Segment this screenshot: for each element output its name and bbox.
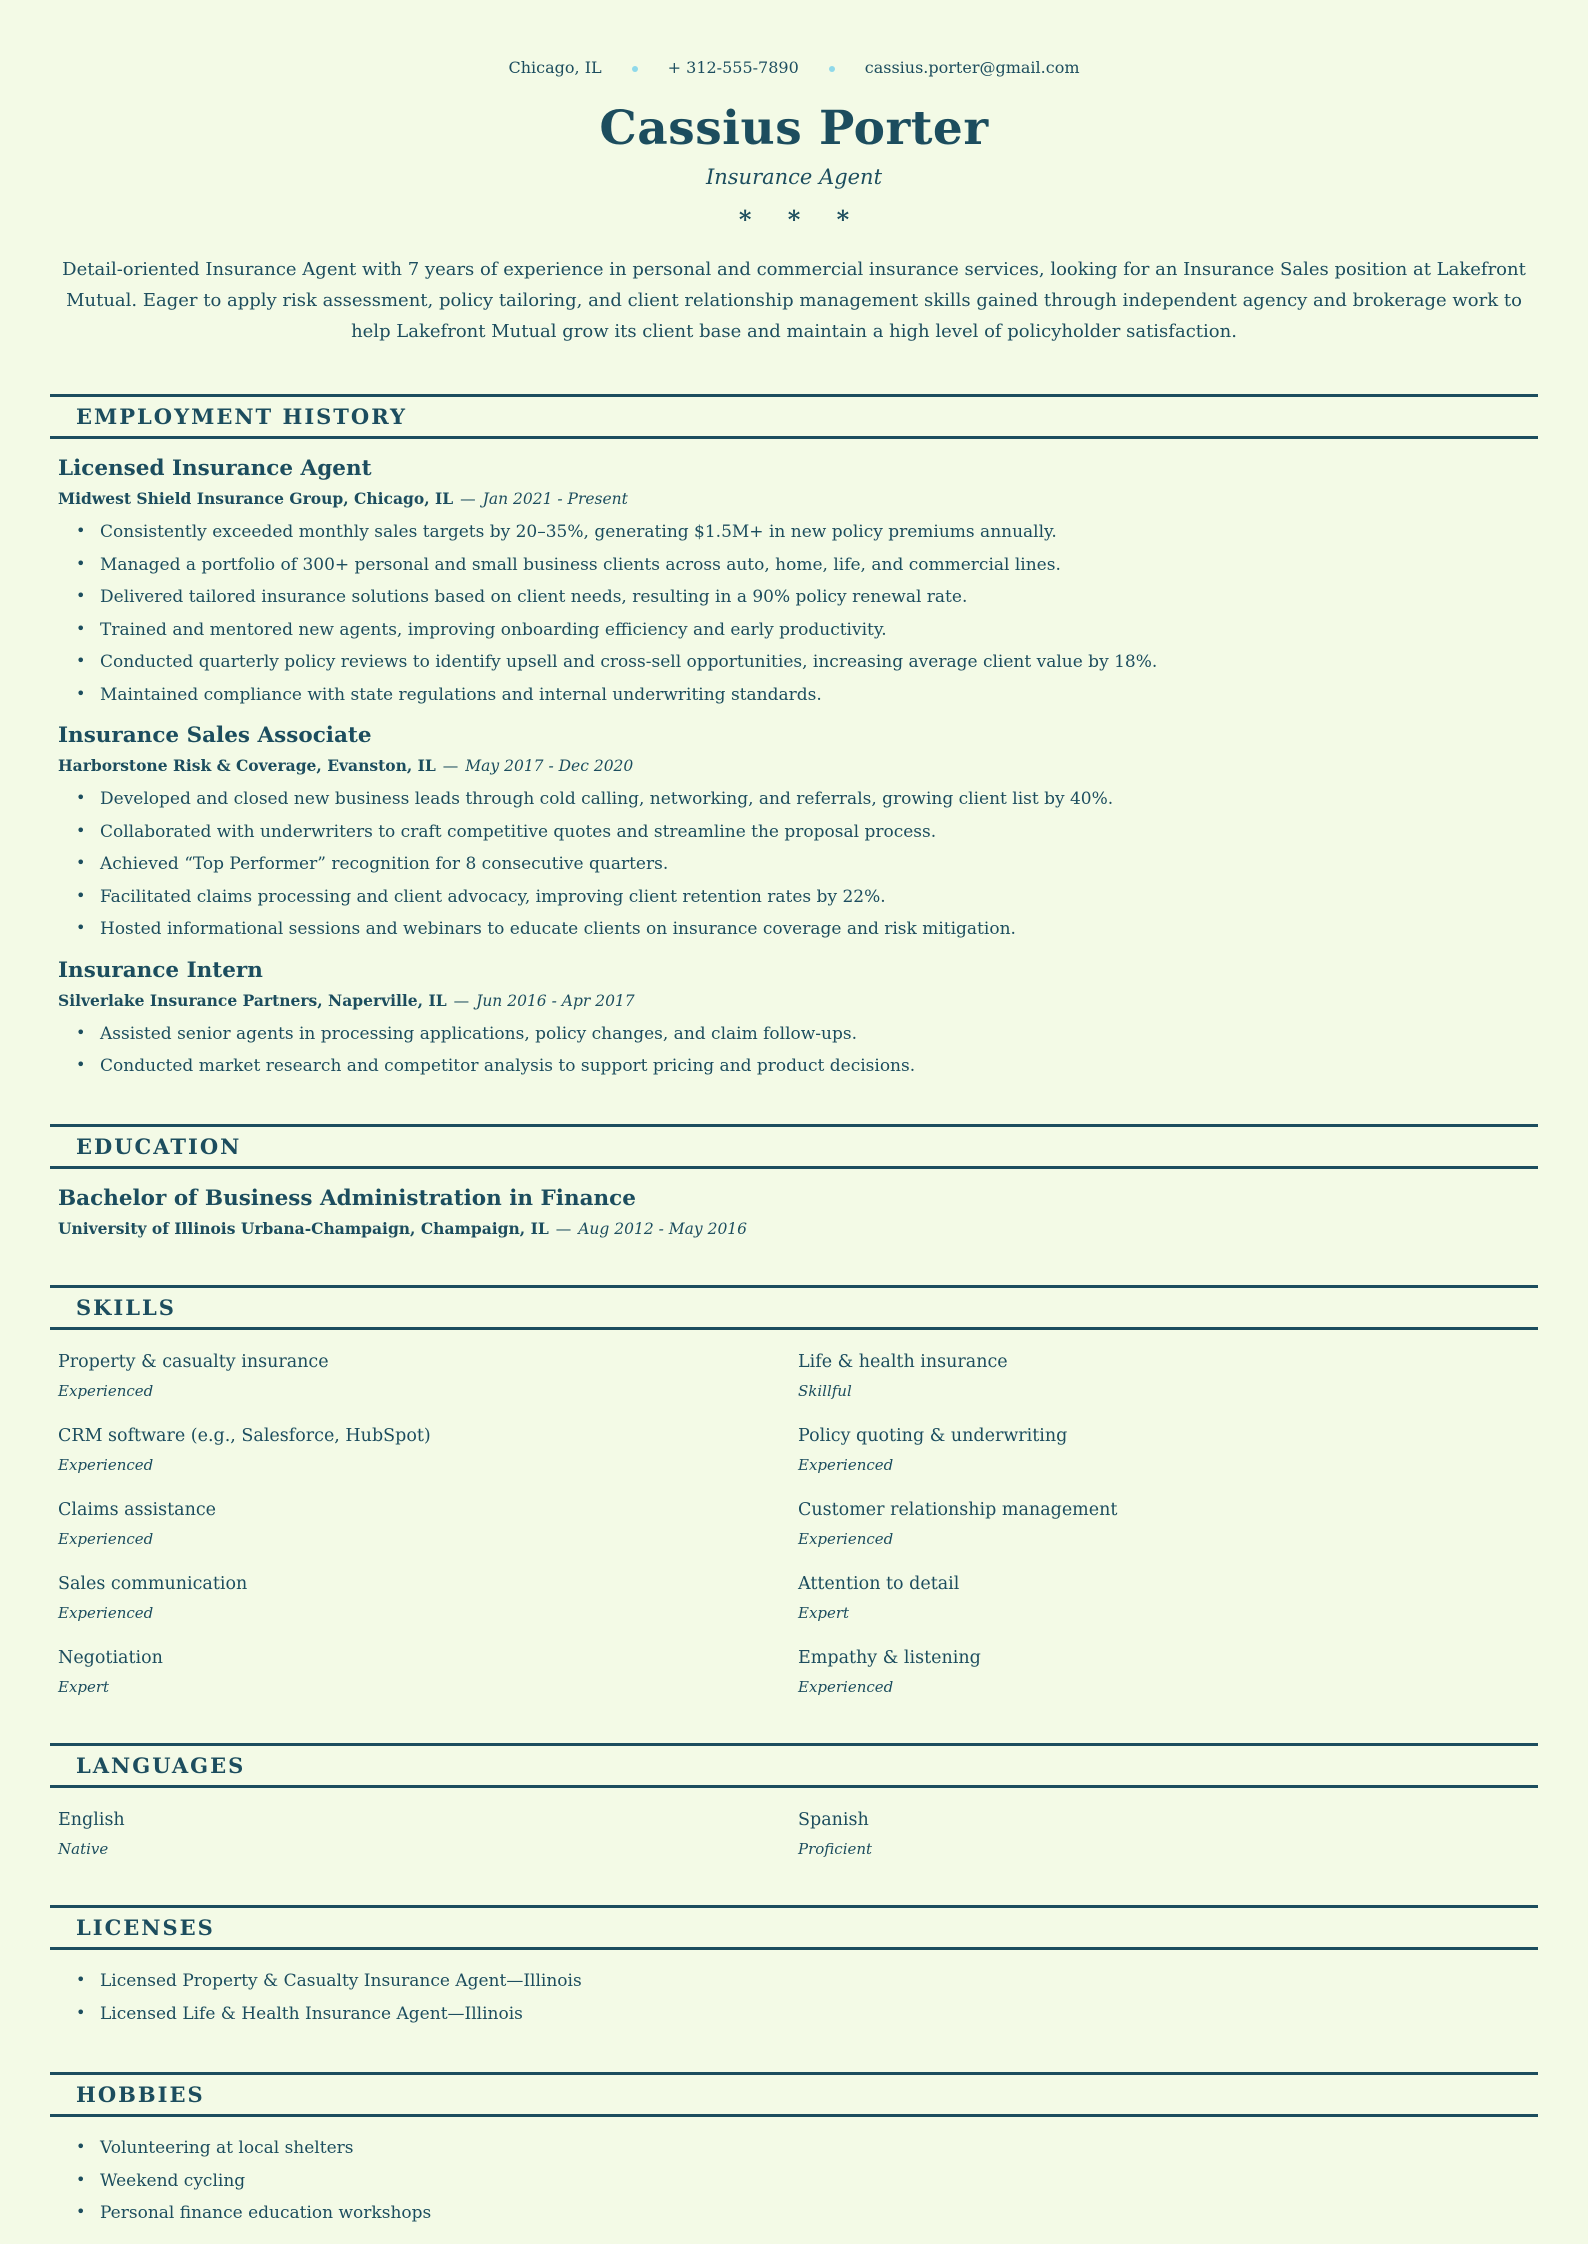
language-item (798, 1810, 1538, 1858)
job-bullet-list (50, 521, 1538, 706)
candidate-name: Cassius Porter (599, 101, 989, 156)
school-name: University of Illinois Urbana-Champaign, Champaign, IL (58, 1219, 549, 1239)
bullet-item: • Maintained compliance with state regulations and internal underwriting standards. (100, 684, 1538, 706)
language-name: Spanish (798, 1810, 869, 1831)
meta-dash: — (453, 991, 470, 1010)
skill-level: Expert (58, 1678, 110, 1697)
section-title: HOBBIES (76, 2081, 205, 2107)
skill-level: Skillful (798, 1382, 852, 1401)
language-item (58, 1810, 798, 1858)
job-dates: May 2017 - Dec 2020 (465, 757, 634, 776)
bullet-item: • Volunteering at local shelters (100, 2137, 1538, 2159)
skill-item (798, 1352, 1538, 1400)
skill-name: Claims assistance (58, 1500, 217, 1521)
meta-dash: — (460, 490, 476, 508)
section-header (50, 1124, 1538, 1169)
section-licenses (50, 1905, 1538, 2025)
job-company: Harborstone Risk & Coverage, Evanston, IL (58, 756, 436, 776)
bullet-item: • Collaborated with underwriters to craft competitive quotes and streamline the proposal process. (100, 821, 1538, 843)
skill-level: Experienced (58, 1604, 154, 1623)
job-entry (50, 456, 1538, 706)
asterisk-ornament: * * * (738, 205, 864, 234)
meta-dash: — (442, 757, 459, 776)
bullet-item: • Licensed Property & Casualty Insurance Agent—Illinois (100, 1970, 1538, 1992)
section-languages (50, 1743, 1538, 1858)
language-level: Proficient (798, 1840, 873, 1859)
hobbies-list (50, 2137, 1538, 2224)
job-meta (58, 489, 1538, 508)
skill-level: Expert (798, 1604, 850, 1623)
bullet-item: • Assisted senior agents in processing applications, policy changes, and claim follow-ups. (100, 1023, 1538, 1045)
job-entry (50, 958, 1538, 1078)
skill-item (798, 1500, 1538, 1548)
skill-name: Attention to detail (798, 1574, 960, 1595)
language-level: Native (58, 1840, 109, 1859)
job-dates: Jan 2021 - Present (482, 490, 628, 508)
contact-location: Chicago, IL (508, 58, 602, 77)
section-title: SKILLS (76, 1295, 176, 1321)
bullet-item: • Personal finance education workshops (100, 2202, 1538, 2224)
section-title: LANGUAGES (76, 1753, 246, 1779)
skills-grid (58, 1352, 1538, 1696)
contact-phone: + 312-555-7890 (667, 58, 799, 77)
skill-level: Experienced (58, 1530, 154, 1549)
contact-email: cassius.porter@gmail.com (864, 58, 1080, 77)
job-dates: Jun 2016 - Apr 2017 (476, 991, 635, 1010)
education-meta (58, 1219, 1538, 1238)
section-title: EMPLOYMENT HISTORY (76, 404, 408, 429)
skill-name: Policy quoting & underwriting (798, 1426, 1068, 1447)
skill-level: Experienced (58, 1456, 154, 1475)
skill-name: Negotiation (58, 1648, 163, 1669)
section-header (50, 2072, 1538, 2117)
degree-title: Bachelor of Business Administration in Finance (58, 1186, 636, 1212)
job-bullet-list (50, 788, 1538, 940)
section-header (50, 1285, 1538, 1330)
bullet-item: • Delivered tailored insurance solutions based on client needs, resulting in a 90% policy renewal rate. (100, 586, 1538, 608)
skill-item (58, 1426, 798, 1474)
candidate-job-title: Insurance Agent (705, 165, 883, 189)
skill-item (58, 1574, 798, 1622)
skill-level: Experienced (798, 1456, 894, 1475)
profile-summary: Detail-oriented Insurance Agent with 7 years of experience in personal and commercial insurance services, looking for an Insurance Sales position at Lakefront Mutual. Eager to apply risk assessment, policy tailoring, and client relationship management skills gained through independent agency and brokerage work to help Lakefront Mutual grow its client base and maintain a high level of policyholder satisfaction. (62, 259, 1526, 342)
bullet-item: • Weekend cycling (100, 2170, 1538, 2192)
bullet-item: • Managed a portfolio of 300+ personal and small business clients across auto, home, life, and commercial lines. (100, 554, 1538, 576)
skill-name: Customer relationship management (798, 1500, 1118, 1521)
section-header (50, 394, 1538, 439)
bullet-item: • Achieved “Top Performer” recognition for 8 consecutive quarters. (100, 853, 1538, 875)
skill-name: Property & casualty insurance (58, 1352, 329, 1373)
bullet-item: • Conducted market research and competitor analysis to support pricing and product decisions. (100, 1055, 1538, 1077)
skill-item (798, 1574, 1538, 1622)
job-meta (58, 756, 1538, 775)
meta-dash: — (555, 1220, 572, 1239)
section-hobbies (50, 2072, 1538, 2224)
skill-name: Life & health insurance (798, 1352, 1008, 1373)
job-company: Silverlake Insurance Partners, Naperville, IL (58, 990, 447, 1010)
bullet-item: • Hosted informational sessions and webinars to educate clients on insurance coverage and risk mitigation. (100, 918, 1538, 940)
skill-name: CRM software (e.g., Salesforce, HubSpot) (58, 1426, 431, 1447)
section-education (50, 1124, 1538, 1238)
separator-dot-icon (829, 66, 835, 72)
section-title: LICENSES (76, 1915, 215, 1941)
section-employment-history (50, 394, 1538, 1077)
language-name: English (58, 1810, 125, 1831)
skill-level: Experienced (798, 1530, 894, 1549)
skill-level: Experienced (58, 1382, 154, 1401)
job-meta (58, 991, 1538, 1010)
skill-item (58, 1352, 798, 1400)
licenses-list (50, 1970, 1538, 2025)
education-dates: Aug 2012 - May 2016 (578, 1220, 748, 1239)
languages-grid (58, 1810, 1538, 1858)
skill-item (58, 1500, 798, 1548)
job-entry (50, 723, 1538, 940)
bullet-item: • Conducted quarterly policy reviews to identify upsell and cross-sell opportunities, increasing average client value by 18%. (100, 651, 1538, 673)
section-header (50, 1905, 1538, 1950)
bullet-item: • Consistently exceeded monthly sales targets by 20–35%, generating $1.5M+ in new policy premiums annually. (100, 521, 1538, 543)
section-title: EDUCATION (76, 1134, 242, 1160)
job-bullet-list (50, 1023, 1538, 1078)
job-title: Insurance Intern (58, 957, 263, 983)
job-title: Licensed Insurance Agent (58, 456, 372, 481)
section-skills (50, 1285, 1538, 1696)
skill-item (58, 1648, 798, 1696)
contact-bar (50, 58, 1538, 77)
skill-level: Experienced (798, 1678, 894, 1697)
skill-item (798, 1648, 1538, 1696)
bullet-item: • Developed and closed new business leads through cold calling, networking, and referrals, growing client list by 40%. (100, 788, 1538, 810)
job-title: Insurance Sales Associate (58, 723, 372, 749)
skill-item (798, 1426, 1538, 1474)
bullet-item: • Licensed Life & Health Insurance Agent—Illinois (100, 2003, 1538, 2025)
separator-dot-icon (632, 66, 638, 72)
job-company: Midwest Shield Insurance Group, Chicago, IL (58, 489, 454, 508)
skill-name: Sales communication (58, 1574, 248, 1595)
section-header (50, 1743, 1538, 1788)
skill-name: Empathy & listening (798, 1648, 981, 1669)
bullet-item: • Facilitated claims processing and client advocacy, improving client retention rates by 22%. (100, 886, 1538, 908)
bullet-item: • Trained and mentored new agents, improving onboarding efficiency and early productivity. (100, 619, 1538, 641)
